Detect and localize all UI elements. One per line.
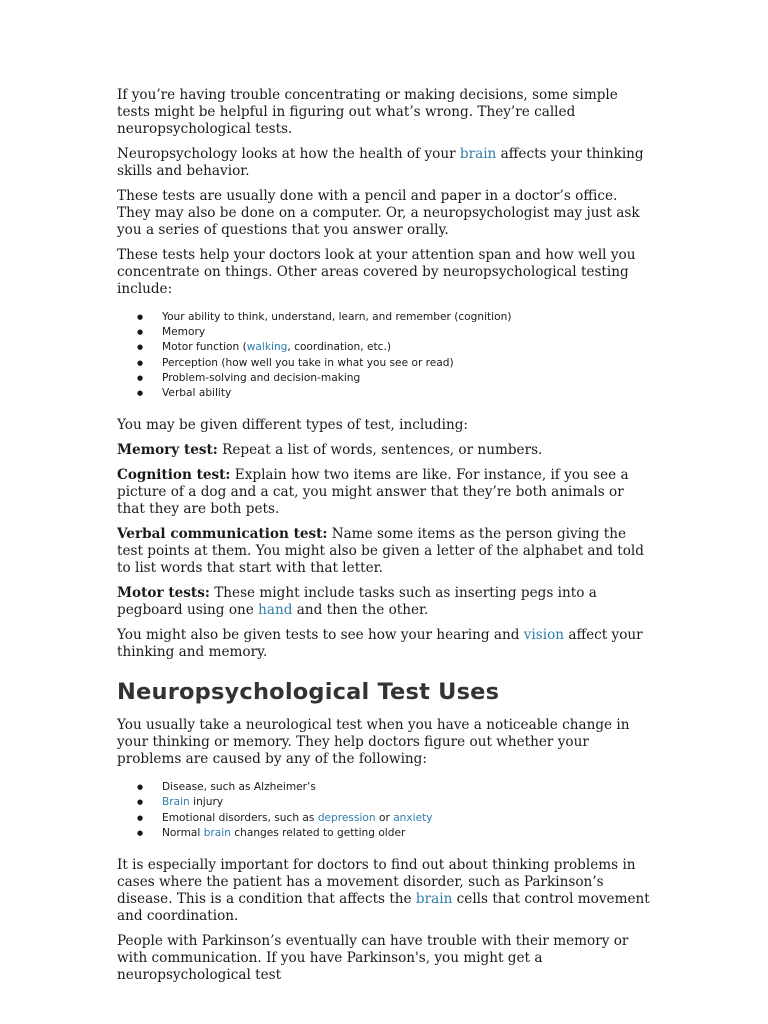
cognition-test-paragraph	[117, 467, 653, 518]
areas-list	[117, 310, 653, 401]
text-fragment: You might also be given tests to see how your hearing and	[117, 627, 524, 644]
list-item	[117, 340, 653, 355]
list-item: ● Verbal ability	[117, 386, 653, 401]
neuropsychology-paragraph	[117, 146, 653, 180]
text-fragment: affect your thinking and memory.	[117, 627, 643, 661]
brain-link[interactable]: brain	[459, 146, 497, 162]
parkinsons-followup-paragraph: People with Parkinson’s eventually can have trouble with their memory or with communication. If you have Parkinson's, you might get a neuropsychological test	[117, 933, 629, 984]
text-fragment: affects your thinking skills and behavior.	[117, 146, 644, 179]
motor-test-label: Motor tests:	[117, 585, 210, 602]
text-fragment: Explain how two items are like. For instance, if you see a picture of a dog and a cat, you might answer that they’re both animals or that they are both pets.	[117, 467, 629, 518]
list-item: ● Disease, such as Alzheimer’s	[117, 780, 653, 795]
text-fragment: Motor function (	[162, 341, 247, 354]
text-fragment: Neuropsychology looks at how the health of your	[117, 146, 460, 162]
hand-link[interactable]: hand	[258, 602, 293, 619]
areas-intro-paragraph: These tests help your doctors look at your attention span and how well you concentrate on things. Other areas covered by neuropsychological testing include:	[117, 247, 636, 297]
list-item: ● Perception (how well you take in what you see or read)	[117, 356, 653, 371]
brain-link[interactable]: brain	[203, 826, 231, 839]
memory-test-label: Memory test:	[117, 442, 218, 459]
list-item	[117, 826, 653, 841]
uses-intro-paragraph: You usually take a neurological test when you have a noticeable change in your thinking or memory. They help doctors figure out whether your problems are caused by any of the following:	[117, 717, 630, 768]
list-item	[117, 795, 653, 810]
cognition-test-label: Cognition test:	[117, 467, 231, 484]
depression-link[interactable]: depression	[317, 811, 376, 824]
causes-list	[117, 780, 653, 841]
text-fragment: or	[375, 811, 394, 824]
verbal-test-label: Verbal communication test:	[117, 526, 328, 543]
memory-test-paragraph	[117, 442, 653, 459]
text-fragment: , coordination, etc.)	[287, 341, 391, 354]
text-fragment: It is especially important for doctors to find out about thinking problems in cases where the patient has a movement disorder, such as Parkinson’s disease. This is a condition that affects the	[117, 857, 636, 908]
walking-link[interactable]: walking	[246, 341, 288, 354]
brain-link[interactable]: brain	[415, 891, 453, 908]
anxiety-link[interactable]: anxiety	[393, 811, 433, 824]
section-heading: Neuropsychological Test Uses	[117, 679, 500, 706]
text-fragment: and then the other.	[292, 602, 429, 619]
verbal-test-paragraph	[117, 526, 653, 577]
text-fragment: Name some items as the person giving the test points at them. You might also be given a letter of the alphabet and told to list words that start with that letter.	[117, 526, 644, 577]
text-fragment: Emotional disorders, such as	[162, 811, 318, 824]
parkinsons-paragraph	[117, 857, 653, 925]
text-fragment: cells that control movement and coordination.	[117, 891, 650, 925]
test-types-intro: You may be given different types of test, including:	[117, 417, 469, 434]
intro-paragraph: If you’re having trouble concentrating or making decisions, some simple tests might be helpful in figuring out what’s wrong. They’re called neuropsychological tests.	[117, 87, 618, 137]
list-item: ● Memory	[117, 325, 653, 340]
text-fragment: injury	[189, 796, 224, 809]
text-fragment: These might include tasks such as inserting pegs into a pegboard using one	[117, 585, 597, 619]
text-fragment: Repeat a list of words, sentences, or numbers.	[217, 442, 543, 459]
text-fragment: Normal	[162, 826, 204, 839]
text-fragment: changes related to getting older	[230, 826, 406, 839]
brain-link[interactable]: Brain	[162, 796, 190, 809]
test-method-paragraph: These tests are usually done with a pencil and paper in a doctor’s office. They may also be done on a computer. Or, a neuropsychologist may just ask you a series of questions that you answer orally.	[117, 188, 640, 238]
list-item: ● Your ability to think, understand, learn, and remember (cognition)	[117, 310, 653, 325]
list-item	[117, 811, 653, 826]
vision-link[interactable]: vision	[523, 627, 565, 644]
motor-test-paragraph	[117, 585, 653, 619]
vision-paragraph	[117, 627, 653, 661]
list-item: ● Problem-solving and decision-making	[117, 371, 653, 386]
